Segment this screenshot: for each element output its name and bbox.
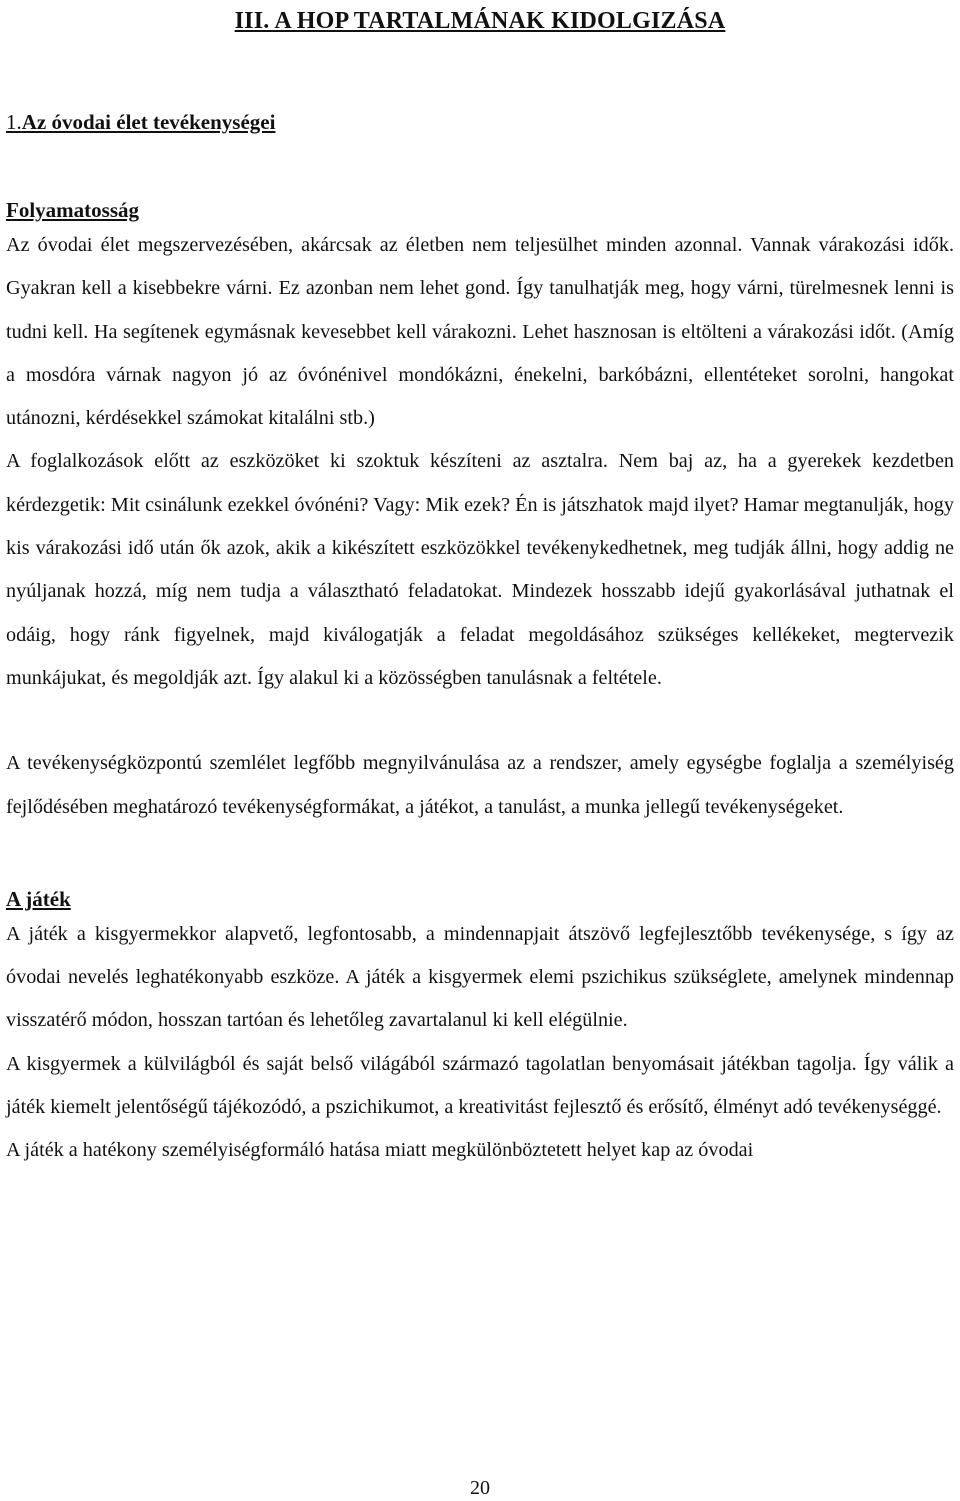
paragraph: A kisgyermek a külvilágból és saját belső világából származó tagolatlan benyomásait játékban tagolja. Így válik a játék kiemelt jelentőségű tájékozódó, a pszichikumot, a kreativitást fejlesztő és erősítő, élményt adó tevékenységgé. — [6, 1052, 954, 1119]
paragraph: A játék a hatékony személyiségformáló hatása miatt megkülönböztetett helyet kap az óvodai — [6, 1139, 754, 1162]
section-number: 1. — [6, 110, 22, 134]
paragraph: A tevékenységközpontú szemlélet legfőbb megnyilvánulása az a rendszer, amely egységbe foglalja a személyiség fejlődésében meghatározó tevékenységformákat, a játékot, a tanulást, a munka jellegű tevékenységeket. — [6, 752, 954, 818]
paragraph: A játék a kisgyermekkor alapvető, legfontosabb, a mindennapjait átszövő legfejlesztőbb tevékenysége, s így az óvodai nevelés leghatékonyabb eszköze. A játék a kisgyermek elemi pszichikus szükséglete, amelynek mindennap visszatérő módon, hosszan tartóan és lehetőleg zavartalanul ki kell elégülnie. — [6, 922, 954, 1032]
paragraph: Az óvodai élet megszervezésében, akárcsak az életben nem teljesülhet minden azonnal. Vannak várakozási idők. Gyakran kell a kisebbekre várni. Ez azonban nem lehet gond. Így tanulhatják meg, hogy várni, türelmesnek lenni is tudni kell. Ha segítenek egymásnak kevesebbet kell várakozni. Lehet hasznosan is eltölteni a várakozási időt. (Amíg a mosdóra várnak nagyon jó az óvónénivel mondókázni, énekelni, barkóbázni, ellentéteket sorolni, hangokat utánozni, kérdésekkel számokat kitalálni stb.) — [6, 234, 954, 430]
chapter-title: III. A HOP TARTALMÁNAK KIDOLGIZÁSA — [234, 8, 726, 34]
paragraph: A foglalkozások előtt az eszközöket ki szoktuk készíteni az asztalra. Nem baj az, ha a gyerekek kezdetben kérdezgetik: Mit csinálunk ezekkel óvónéni? Vagy: Mik ezek? Én is játszhatok majd ilyet? Hamar megtanulják, hogy kis várakozási idő után ők azok, akik a kikészített eszközökkel tevékenykedhetnek, meg tudják állni, hogy addig ne nyúljanak hozzá, míg nem tudja a választható feladatokat. Mindezek hosszabb idejű gyakorlásával juthatnak el odáig, hogy ránk figyelnek, majd kiválogatják a feladat megoldásához szükséges kellékeket, megtervezik munkájukat, és megoldják azt. Így alakul ki a közösségben tanulásnak a feltétele. — [6, 450, 954, 689]
section-title-text: Az óvodai élet tevékenységei — [21, 110, 276, 134]
subheading-a-jatek: A játék — [6, 886, 71, 911]
section-title — [6, 108, 954, 136]
subheading-folyamatossag: Folyamatosság — [6, 198, 139, 222]
page-number: 20 — [470, 1477, 490, 1499]
